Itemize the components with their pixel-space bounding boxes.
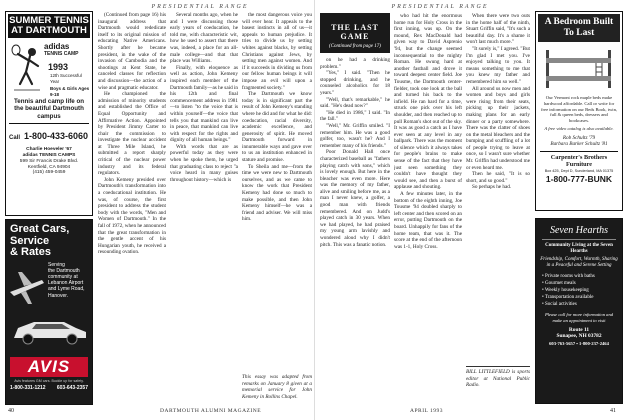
ad-bedroom-signature-2: Barbara Barker Schultz '81 — [550, 140, 608, 147]
page-number-right: 41 — [610, 408, 616, 414]
paragraph: "Yes," I said. "Then he stopped drinking, and he counseled alcoholics for 18 years." — [320, 70, 390, 96]
ad-avis-fine-print: Avis features GM cars. Buckle up for safety. — [14, 378, 84, 383]
ad-bedroom-company-1: Carpenter's Brothers — [550, 153, 608, 161]
ad-tennis-tagline: Tennis and camp life on the beautiful Dartmouth campus — [13, 98, 85, 120]
ad-bedroom-phone: 1-800-777-BUNK — [545, 173, 613, 184]
list-item: • Private rooms with baths — [542, 274, 595, 279]
ad-seven-hearths-title: Seven Hearths — [549, 225, 609, 236]
ad-seven-hearths-subtitle: Community Living at the Seven Hearths — [545, 243, 613, 254]
paragraph: The Dartmouth we know today is in significant part the result of John Kemeny's standing where he did and for what he did: coeducation, racial diversity, academic excellence, and generosity of spirit. He moved Dartmouth forward in innumerable ways and gave over to us an institution enhanced in stature and promise. — [242, 91, 312, 164]
ad-tennis-phone: 1-800-433-6060 — [24, 131, 89, 142]
list-item: • Weekly housekeeping — [542, 288, 589, 293]
ad-tennis-year: 1993 — [48, 62, 69, 72]
paragraph: "It surely is," I agreed. "But I'm glad I met you. I've enjoyed talking to you. It means something to me that you knew my father and remembered him so well." — [466, 45, 530, 85]
ad-tennis-city: Kentfield, CA 94904 — [27, 164, 71, 170]
ad-seven-hearths-phone: 603-763-5657 • 1-800-237-2464 — [549, 341, 609, 347]
list-item: • Social activities — [542, 302, 577, 307]
ad-avis-headline-1: Great Cars, — [10, 223, 70, 235]
ad-bedroom-title-2: To Last — [563, 28, 595, 38]
story-heading-box — [320, 13, 390, 53]
list-item: • Transportation available — [542, 295, 594, 300]
paragraph: (Continued from page 16) his inaugural address that Dartmouth would rededicate itself to its original mission of educating Native Americans. Shortly after he became president, in the wake of the invasion of Cambodia and the shootings at Kent State, he canceled classes for reflection and discussion—the action of a wise and pragmatic educator. — [98, 12, 166, 91]
article-column-3 — [242, 12, 312, 372]
ad-avis-serving-1: Serving — [48, 261, 65, 268]
ad-bedroom — [535, 11, 623, 211]
article-column-1 — [98, 12, 166, 404]
ad-tennis-subtitle: AT DARTMOUTH — [11, 25, 87, 36]
ad-seven-hearths-body: Friendship, Comfort, Warmth, Sharing in a Peaceful and Serene Setting — [540, 257, 618, 268]
tennis-player-illustration — [10, 44, 44, 98]
paragraph: With words that are as powerful today as they were when he spoke them, he urged that graduating class to reject "a voice heard in many guises throughout history—which is — [170, 143, 238, 183]
paragraph: who had hit the enormous home run for Holy Cross in the first inning, was up. On the mound, Rex MacDonald had given way to David Asprenio '94, but the change seemed inconsequential to the mighty Roman. He swung hard at another fastball and drove it toward deepest center field. Joe Tousme, the Dartmouth center-fielder, took one look at the ball and turned his back to the infield. He ran hard for a time, struck one pick over his left shoulder, and then reached up to pull Roman's shot out of the sky. It was as good a catch as I have ever seen at any level in any ballpark. There was the moment of silence which it always takes for people's brains to make sense of the fact that they have just seen something they couldn't have thought they would see, and then a burst of applause and shouting. — [394, 13, 462, 191]
paragraph: A few minutes later, in the bottom of the eighth inning, Joe Tousme '94 doubled sharply to left center and then scored on an error, putting Dartmouth on the board. Unhappily for fans of the home team, that was it. The score at the end of the afternoon was 1-1, Holy Cross. — [394, 191, 462, 250]
ad-tennis-title: SUMMER TENNIS — [9, 15, 89, 26]
ad-avis-serving-5: and Lyme Road, — [48, 286, 85, 293]
memorial-note: This essay was adapted from remarks on January 8 given at a memorial service for John Kemeny in Rollins Chapel. — [242, 374, 312, 400]
ad-bedroom-address: Box 425, Dept D, Sunderland, MA 01375 — [544, 168, 614, 173]
paragraph: All around us now men and women and boys and girls were rising from their seats, picking up their jackets, making plans for an early dinner or a party somewhere. There was the clatter of shoes on the metal bleachers and the bumping and scuffling of a lot of people trying to leave at once, so I wasn't sure whether Mr. Griffin had understood me or even heard me. — [466, 85, 530, 171]
ad-bedroom-signature-1: Rob Schultz '79 — [562, 134, 596, 141]
paragraph: Poor Donald Hall once characterized baseball as "fathers playing catch with sons," which is lovely enough. But here in the bleacher was even more. Here was the memory of my father, alive and smiling before me, as a man I never knew, a golfer, a good man with friends remembered. And on Judd's played catch in 30 years. When we had played, he had praised my young arm lavishly and wondered aloud why I didn't pitch. This was a fanatic notion. — [320, 149, 390, 248]
paragraph: Then he said, "It is so short, and so good." — [466, 171, 530, 184]
gutter — [314, 0, 315, 420]
paragraph: "Well, that's remarkable," he said. "He's dead now?" — [320, 96, 390, 110]
ad-seven-hearths-address-1: Route 11 — [568, 327, 590, 334]
avis-logo: AVIS — [27, 356, 71, 376]
ad-seven-hearths — [535, 218, 623, 404]
paragraph: John Kemeny presided over Dartmouth's transformation into a coeducational institution. He was, of course, the first president to address the student body with the words, "Men and Women of Dartmouth." In the fall of 1972, when he announced that the great transformation in the gentle accent of his Hungarian youth, he received a resounding ovation. — [98, 176, 166, 256]
airplane-illustration — [6, 262, 46, 312]
ad-tennis-contact: Charlie Hoeveler '67 — [26, 147, 72, 153]
ad-seven-hearths-address-2: Sunapee, NH 03782 — [556, 333, 602, 340]
ad-tennis-season: 12th Successful Year — [50, 73, 82, 84]
ad-avis-serving-3: community at — [48, 273, 78, 280]
story-continued: (Continued from page 17) — [329, 44, 381, 49]
ad-tennis-call: Call — [9, 135, 21, 142]
paragraph: "Well," Mr. Griffin smiled. "I remember him. He was a good golfer, too, wasn't he? And I remember many of his friends." — [320, 122, 390, 149]
paragraph: "He died in 1986," I said. "In the fall." — [320, 109, 390, 123]
author-bio: BILL LITTLEFIELD is sports editor at National Public Radio. — [466, 366, 530, 407]
story-column-1 — [320, 57, 390, 404]
ad-bedroom-company-2: Furniture — [565, 160, 592, 168]
bunk-bed-illustration — [536, 44, 622, 90]
page-number-left: 40 — [8, 408, 14, 414]
paragraph: So perhaps he had. — [472, 184, 512, 191]
ad-bedroom-title-1: A Bedroom Built — [544, 17, 614, 27]
paragraph: the most dangerous voice you will ever hear. It appeals to the basest instincts in all of us—it appeals to human prejudice. It tries to divide us by setting whites against blacks, by setting Christians against Jews, by setting men against women. And if it succeeds in dividing us from our fellow human beings it will impose an evil will upon a fragmented society." — [242, 12, 312, 91]
ad-bedroom-body: Our Vermont rock maple beds make hardwood affordable. Call or write for free information on our Beds Book, twin, full & queen beds, dressers and bookcases. — [540, 95, 618, 124]
footer-date: APRIL 1993 — [410, 408, 444, 414]
ad-tennis-camp-label: TENNIS CAMP — [44, 51, 79, 57]
story-column-2 — [394, 13, 462, 404]
running-head-right: PRESIDENTIAL RANGE — [391, 4, 489, 10]
story-heading: THE LAST GAME — [331, 23, 379, 41]
ad-tennis-brand: adidas — [44, 42, 70, 51]
ad-tennis-address: 599 Sir Francis Drake Blvd. — [19, 158, 79, 164]
ad-avis-serving-4: Lebanon Airport — [48, 280, 84, 287]
ad-avis-serving-6: Hanover. — [48, 292, 69, 299]
ad-avis-phone-local: 603-643-2357 — [56, 384, 88, 391]
ad-avis-phone-national: 1-800-331-1212 — [10, 384, 46, 391]
ad-avis-headline-3: & Rates — [10, 246, 51, 258]
list-item: • Gourmet meals — [542, 281, 576, 286]
ad-bedroom-video: A free video catalog is also available. — [544, 125, 614, 131]
ad-seven-hearths-contact: Please call for more information and make an appointment to visit — [544, 312, 614, 323]
car-illustration — [6, 312, 92, 348]
ad-avis-headline-2: Service — [10, 234, 50, 247]
ad-avis — [5, 219, 93, 405]
paragraph: To Sheila and me—from the time we were new to Dartmouth ourselves, and as we came to know the work that President Kemeny had done so much to make possible, and then John Kemeny himself—he was a friend and adviser. We will miss him. — [242, 163, 312, 223]
ad-tennis-camp — [5, 11, 93, 216]
paragraph: When there were two outs in the home half of the ninth, Stuart Griffin said, "It's such a beautiful day. It's a shame it won't last much more." — [466, 13, 530, 46]
ad-tennis-ages: Boys & Girls Ages 9-18 — [50, 86, 90, 97]
paragraph: He championed the admission of minority students and established the Office of Equal Opportunity and Affirmative Action. Appointed by President Jimmy Carter to chair the commission to investigate the nuclear accident at Three Mile Island, he submitted a report sharply critical of the nuclear power industry and its federal regulators. — [98, 91, 166, 177]
ad-tennis-fax: (415) 459-0459 — [32, 170, 66, 176]
ad-avis-serving-2: the Dartmouth — [48, 267, 80, 274]
paragraph: Finally, with eloquence as well as action, John Kemeny inspired each member of the Dartmouth family—as he said in his 12th and final commencement address in 1981—to listen "to the voice that is within yourself—the voice that tells you that mankind can live in peace, that mankind can live with respect for the rights and dignity of all human beings." — [170, 64, 238, 144]
ad-tennis-company: adidas TENNIS CAMPS — [22, 153, 76, 159]
paragraph: Several months ago, when he and I were discussing those early years of coeducation, he told me, with characteristic wit, how he used to assert that there was, indeed, a place for an all-male college—and that that place was Williams. — [170, 12, 238, 65]
running-head-left: PRESIDENTIAL RANGE — [151, 4, 249, 10]
paragraph: on he had a drinking problem." — [320, 57, 390, 70]
article-column-2 — [170, 12, 238, 404]
footer-magazine: DARTMOUTH ALUMNI MAGAZINE — [160, 408, 262, 414]
story-column-3 — [466, 13, 530, 363]
